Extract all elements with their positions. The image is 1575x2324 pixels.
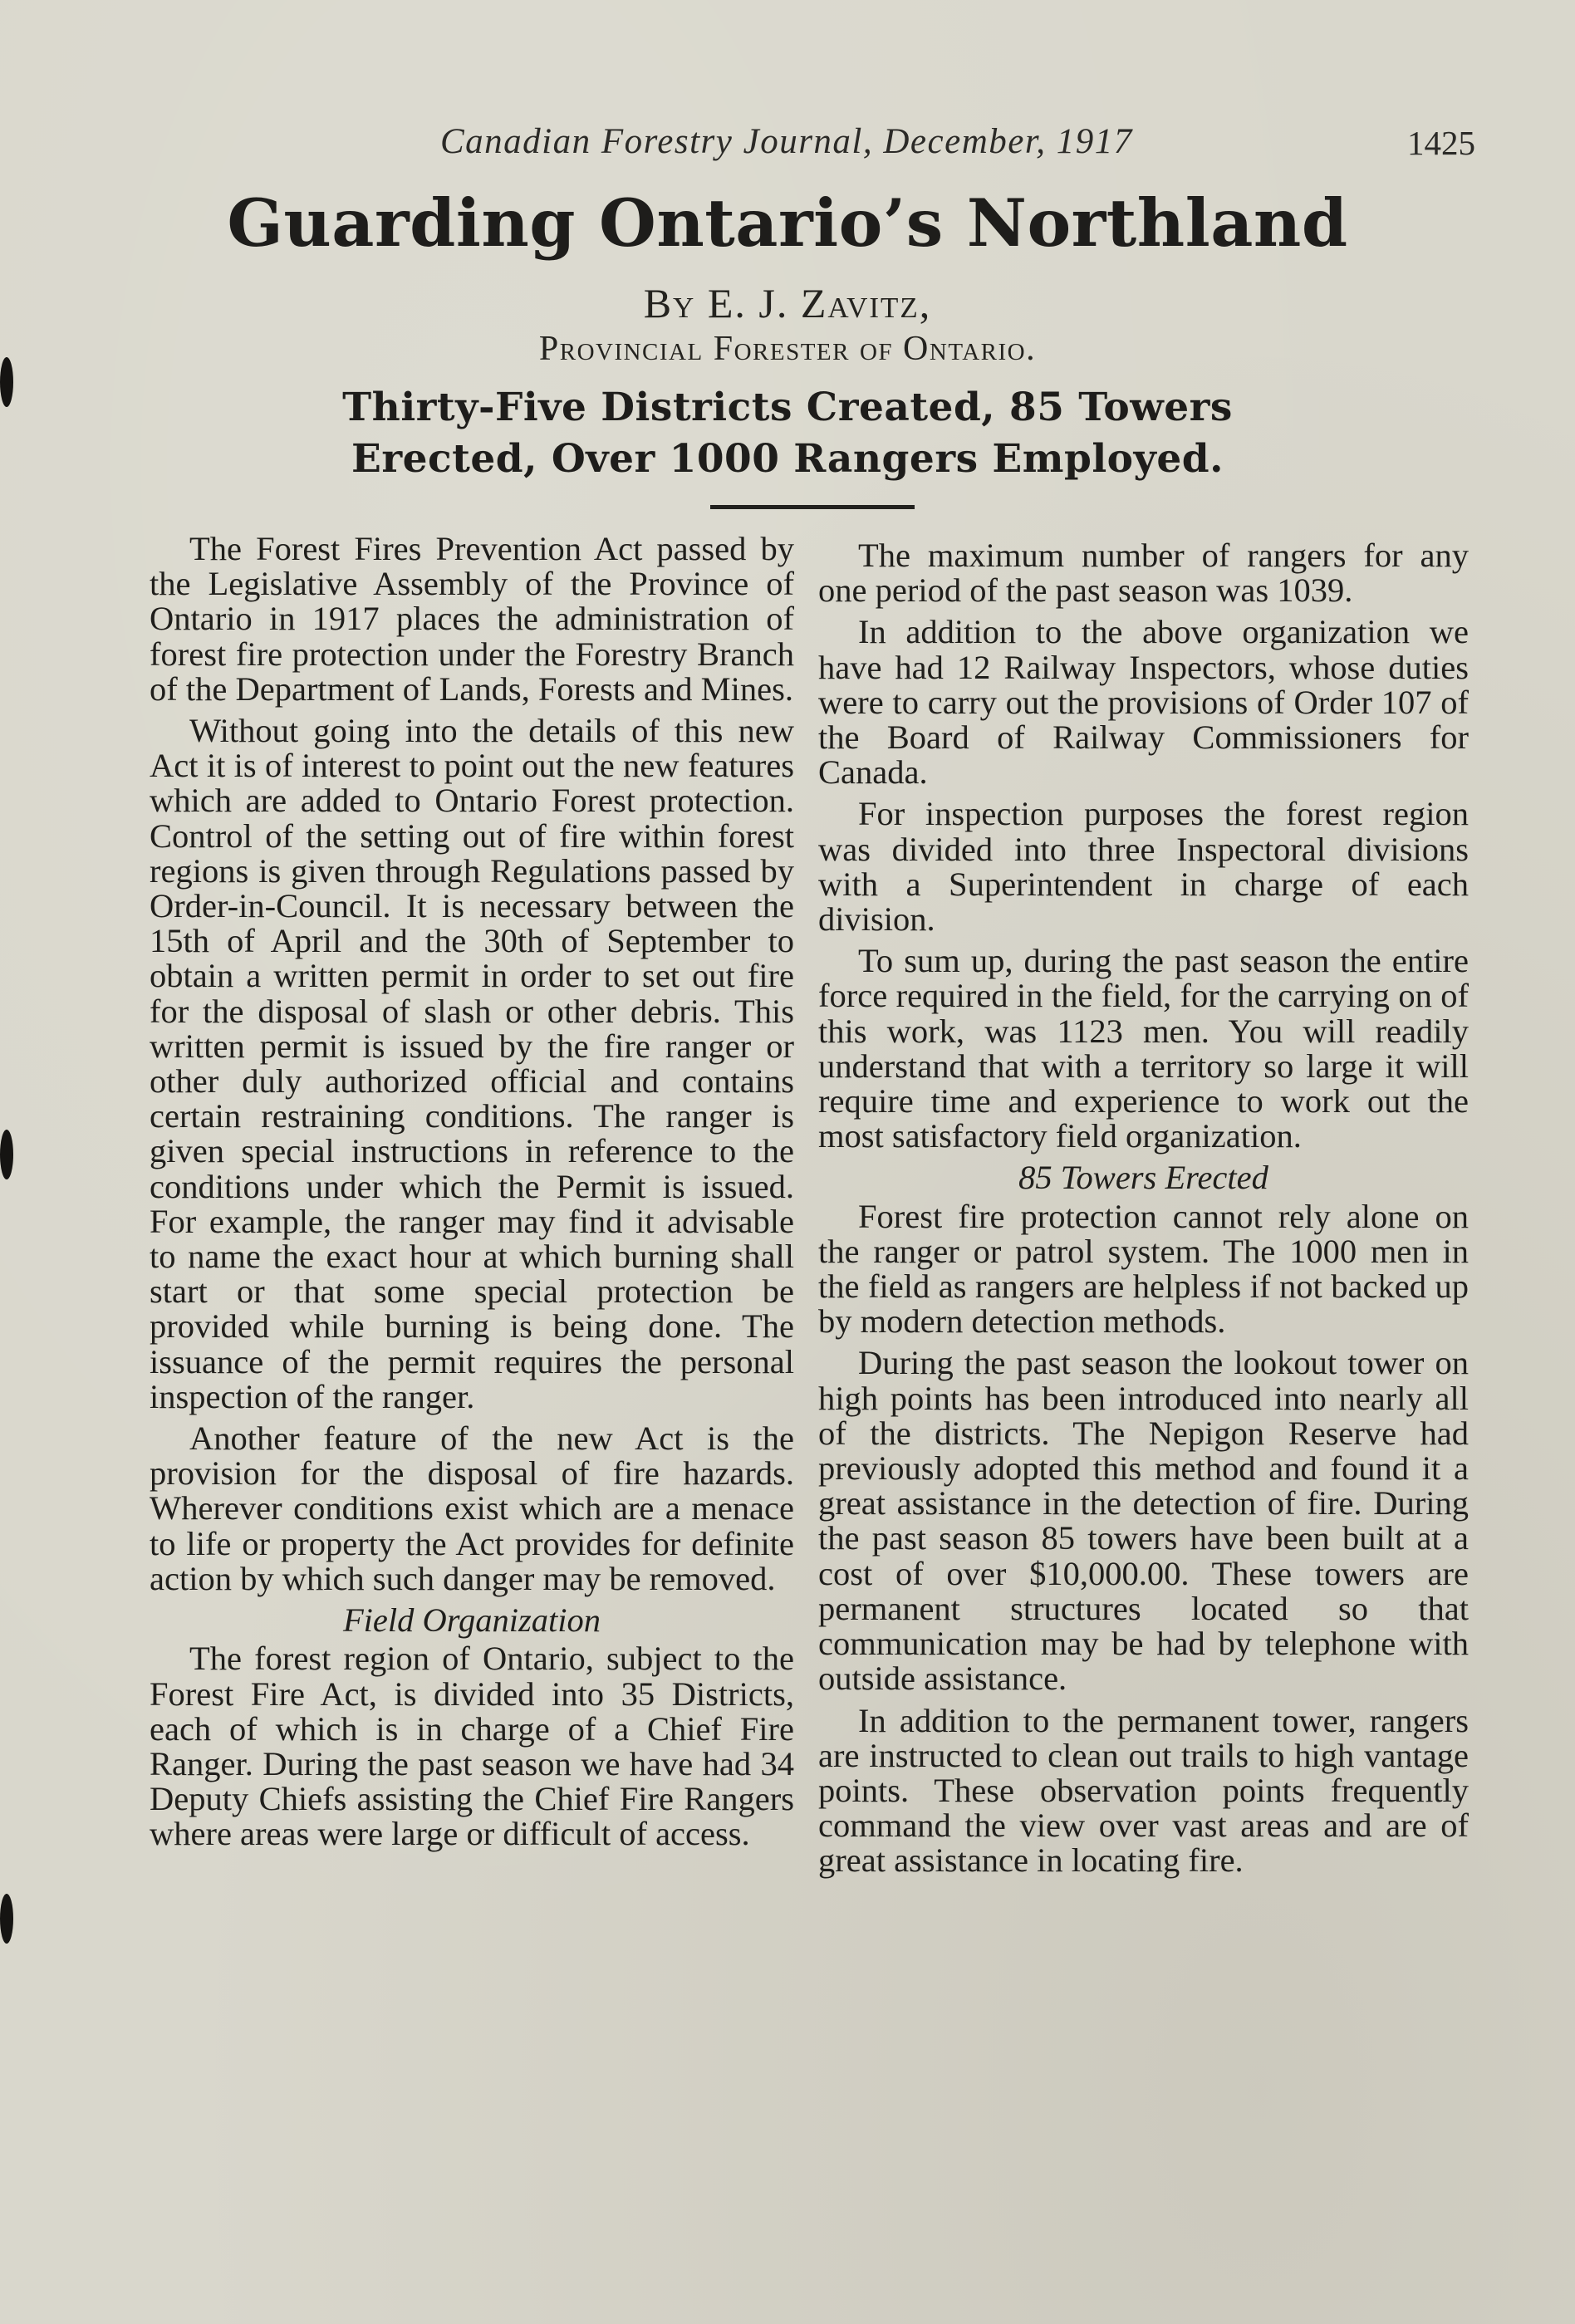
- paragraph: In addition to the permanent tower, rangers are instructed to clean out trails to high vantage points. These observation points frequently command the view over vast areas and are of great assistance in locating fire.: [818, 1701, 1469, 1880]
- paragraph: In addition to the above organization we have had 12 Railway Inspectors, whose duties were to carry out the provisions of Order 107 of the Board of Railway Commissioners for Canada.: [818, 613, 1469, 792]
- author-affiliation: Provincial Forester of Ontario.: [538, 330, 1037, 368]
- paragraph: Forest fire protection cannot rely alone on the ranger or patrol system. The 1000 men in the field as rangers are helpless if not backed up by modern detection methods.: [818, 1197, 1469, 1341]
- left-column: [150, 532, 794, 1859]
- right-column: [818, 538, 1469, 1885]
- article-title: Guarding Ontario’s Northland: [227, 184, 1348, 262]
- paragraph: To sum up, during the past season the entire force required in the field, for the carrying on of this work, was 1123 men. You will readily understand that with a territory so large it will require time and experience to work out the most satisfactory field organization.: [818, 942, 1469, 1155]
- article-subtitle: [0, 382, 1575, 485]
- section-heading: 85 Towers Erected: [1018, 1159, 1268, 1197]
- paragraph: During the past season the lookout tower on high points has been introduced into nearly all of the districts. The Nepigon Reserve had previously adopted this method and found it a great assistance in the detection of fire. During the past season 85 towers have been built at a cost of over $10,000.00. These towers are permanent structures located so that communication may be had by telephone with outside assistance.: [818, 1344, 1469, 1698]
- page-number: 1425: [1407, 124, 1475, 162]
- paragraph: Without going into the details of this new Act it is of interest to point out the new features which are added to Ontario Forest protection. Control of the setting out of fire within forest regions is given through Regulations passed by Order-in-Council. It is necessary between the 15th of April and the 30th of September to obtain a written permit in order to set out fire for the disposal of slash or other debris. This written permit is issued by the fire ranger or other duly authorized official and contains certain restraining conditions. The ranger is given special instructions in reference to the conditions under which the Permit is issued. For example, the ranger may find it advisable to name the exact hour at which burning shall start or that some special protection be provided while burning is being done. The issuance of the permit requires the personal inspection of the ranger.: [150, 712, 794, 1415]
- paragraph: Another feature of the new Act is the provision for the disposal of fire hazards. Wherever conditions exist which are a menace to life or property the Act provides for definite action by which such danger may be removed.: [150, 1419, 794, 1597]
- binding-hole-mark: [0, 1894, 13, 1944]
- paragraph: For inspection purposes the forest region was divided into three Inspectoral divisions with a Superintendent in charge of each division.: [818, 795, 1469, 939]
- paragraph: The forest region of Ontario, subject to the Forest Fire Act, is divided into 35 Districts, each of which is in charge of a Chief Fire Ranger. During the past season we have had 34 Deputy Chiefs assisting the Chief Fire Rangers where areas were large or difficult of access.: [150, 1640, 794, 1853]
- subtitle-line: Erected, Over 1000 Rangers Employed.: [351, 436, 1224, 482]
- paragraph: The maximum number of rangers for any one period of the past season was 1039.: [818, 537, 1469, 610]
- article-byline: By E. J. Zavitz,: [643, 280, 932, 326]
- page-header: [440, 121, 1487, 171]
- running-head: Canadian Forestry Journal, December, 1917: [440, 122, 1133, 161]
- paragraph: The Forest Fires Prevention Act passed by the Legislative Assembly of the Province of Ontario in 1917 places the administration of forest fire protection under the Forestry Branch of the Department of Lands, Forests and Mines.: [150, 530, 794, 708]
- subtitle-line: Thirty-Five Districts Created, 85 Towers: [342, 385, 1233, 430]
- binding-hole-mark: [0, 1130, 13, 1179]
- section-heading: Field Organization: [342, 1601, 601, 1640]
- title-divider: [710, 505, 915, 509]
